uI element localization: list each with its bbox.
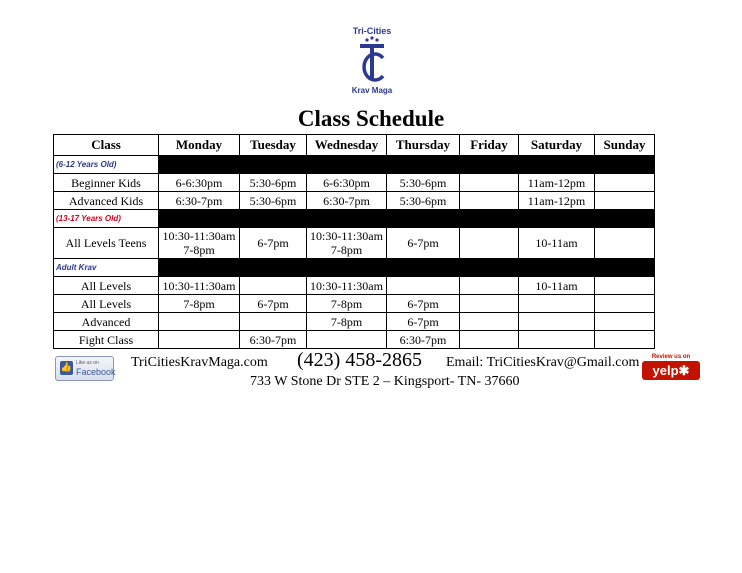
time-cell: 10-11am xyxy=(519,228,595,259)
time-cell: 10:30-11:30am 7-8pm xyxy=(307,228,387,259)
time-cell xyxy=(519,331,595,349)
table-row xyxy=(54,228,655,259)
time-cell xyxy=(387,277,460,295)
class-name-cell: All Levels xyxy=(54,295,159,313)
table-row xyxy=(54,192,655,210)
section-row xyxy=(54,259,655,277)
header-cell: Friday xyxy=(460,135,519,156)
class-name-cell: Advanced Kids xyxy=(54,192,159,210)
time-cell xyxy=(460,192,519,210)
phone-number: (423) 458-2865 xyxy=(297,349,422,371)
time-cell: 6-6:30pm xyxy=(307,174,387,192)
time-cell xyxy=(595,295,655,313)
header-row xyxy=(54,135,655,156)
section-bar xyxy=(159,210,655,228)
time-cell: 10:30-11:30am xyxy=(307,277,387,295)
website-link[interactable]: TriCitiesKravMaga.com xyxy=(131,355,268,370)
yelp-label: yelp xyxy=(652,363,679,378)
time-cell: 6:30-7pm xyxy=(307,192,387,210)
table-row xyxy=(54,313,655,331)
time-cell xyxy=(460,277,519,295)
time-cell: 6:30-7pm xyxy=(159,192,240,210)
thumbs-up-icon: 👍 xyxy=(60,363,73,373)
time-cell: 7-8pm xyxy=(159,295,240,313)
time-cell: 5:30-6pm xyxy=(387,192,460,210)
table-row xyxy=(54,277,655,295)
time-cell: 6-7pm xyxy=(240,295,307,313)
tc-monogram-icon xyxy=(357,36,387,86)
time-cell: 5:30-6pm xyxy=(240,192,307,210)
time-cell xyxy=(595,313,655,331)
section-bar xyxy=(159,156,655,174)
header-cell: Thursday xyxy=(387,135,460,156)
time-cell xyxy=(159,331,240,349)
time-cell: 10:30-11:30am xyxy=(159,277,240,295)
logo-bottom-text: Krav Maga xyxy=(351,86,393,95)
time-cell xyxy=(595,277,655,295)
class-name-cell: Fight Class xyxy=(54,331,159,349)
table-row xyxy=(54,295,655,313)
time-cell: 6-7pm xyxy=(387,313,460,331)
yelp-logo-icon: yelp✱ xyxy=(642,361,700,380)
address: 733 W Stone Dr STE 2 – Kingsport- TN- 37660 xyxy=(250,374,520,389)
section-bar xyxy=(159,259,655,277)
time-cell xyxy=(595,331,655,349)
time-cell xyxy=(159,313,240,331)
yelp-review-text: Review us on xyxy=(651,354,691,360)
time-cell: 10:30-11:30am 7-8pm xyxy=(159,228,240,259)
time-cell xyxy=(460,295,519,313)
time-cell xyxy=(519,295,595,313)
time-cell: 11am-12pm xyxy=(519,174,595,192)
time-cell: 11am-12pm xyxy=(519,192,595,210)
time-cell xyxy=(595,192,655,210)
header-cell: Monday xyxy=(159,135,240,156)
header-cell: Class xyxy=(54,135,159,156)
logo-top-text: Tri-Cities xyxy=(352,26,392,36)
time-cell: 6-7pm xyxy=(387,295,460,313)
facebook-small-text: Like us on xyxy=(76,360,99,366)
header-cell: Sunday xyxy=(595,135,655,156)
schedule-table xyxy=(53,134,655,349)
time-cell xyxy=(595,174,655,192)
logo xyxy=(340,26,404,98)
class-name-cell: Beginner Kids xyxy=(54,174,159,192)
time-cell xyxy=(460,174,519,192)
section-label: Adult Krav xyxy=(54,259,159,277)
class-name-cell: Advanced xyxy=(54,313,159,331)
header-cell: Tuesday xyxy=(240,135,307,156)
time-cell: 5:30-6pm xyxy=(240,174,307,192)
time-cell: 6:30-7pm xyxy=(387,331,460,349)
time-cell xyxy=(460,313,519,331)
time-cell xyxy=(460,331,519,349)
time-cell: 10-11am xyxy=(519,277,595,295)
time-cell: 6-7pm xyxy=(387,228,460,259)
time-cell: 6:30-7pm xyxy=(240,331,307,349)
time-cell: 6-7pm xyxy=(240,228,307,259)
header-cell: Wednesday xyxy=(307,135,387,156)
table-row xyxy=(54,331,655,349)
class-name-cell: All Levels xyxy=(54,277,159,295)
email-address[interactable]: Email: TriCitiesKrav@Gmail.com xyxy=(446,355,640,370)
time-cell xyxy=(240,277,307,295)
page-title: Class Schedule xyxy=(297,106,445,131)
table-row xyxy=(54,174,655,192)
time-cell: 5:30-6pm xyxy=(387,174,460,192)
facebook-like-button[interactable] xyxy=(55,356,114,381)
yelp-review-button[interactable] xyxy=(642,354,700,382)
class-name-cell: All Levels Teens xyxy=(54,228,159,259)
time-cell xyxy=(519,313,595,331)
section-label: (13-17 Years Old) xyxy=(54,210,159,228)
section-row xyxy=(54,210,655,228)
schedule-body xyxy=(54,156,655,349)
time-cell xyxy=(595,228,655,259)
time-cell: 7-8pm xyxy=(307,313,387,331)
time-cell xyxy=(460,228,519,259)
section-row xyxy=(54,156,655,174)
time-cell: 7-8pm xyxy=(307,295,387,313)
facebook-label: Facebook xyxy=(76,367,116,377)
section-label: (6-12 Years Old) xyxy=(54,156,159,174)
time-cell xyxy=(240,313,307,331)
header-cell: Saturday xyxy=(519,135,595,156)
time-cell: 6-6:30pm xyxy=(159,174,240,192)
time-cell xyxy=(307,331,387,349)
